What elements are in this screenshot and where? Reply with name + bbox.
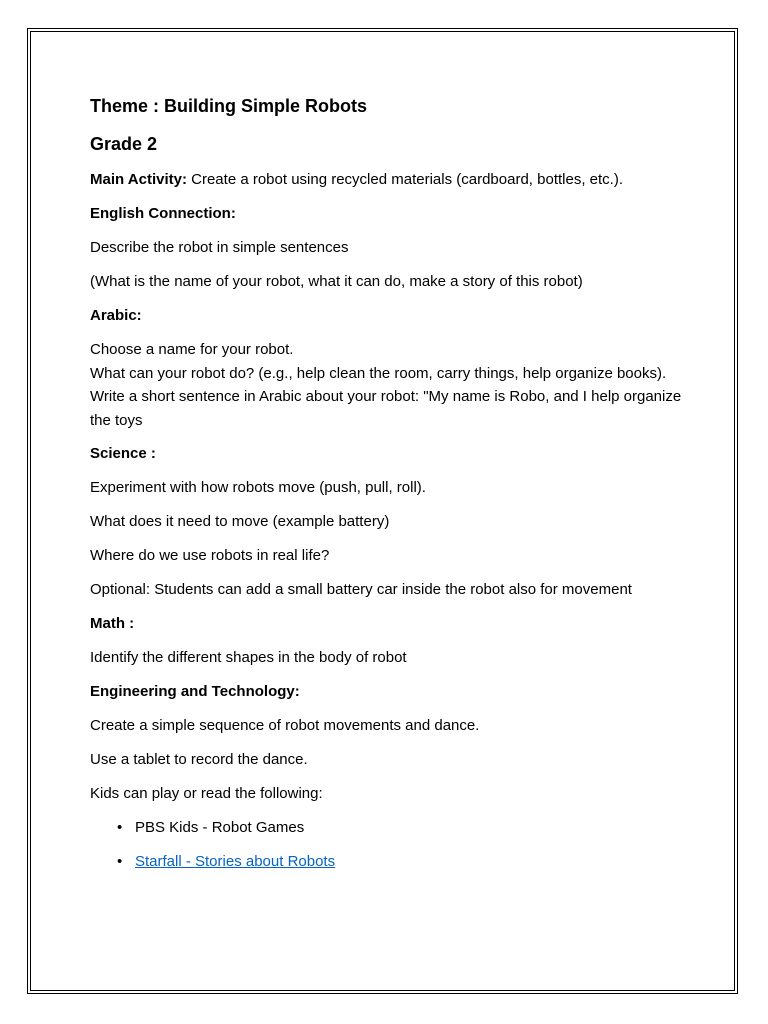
engineering-heading: Engineering and Technology:: [90, 683, 300, 700]
math-line-1: Identify the different shapes in the body of robot: [90, 649, 407, 666]
list-item: [117, 816, 700, 840]
arabic-line-1: Choose a name for your robot.: [90, 341, 294, 358]
starfall-link[interactable]: Starfall - Stories about Robots: [135, 853, 336, 870]
document-title: Theme : Building Simple Robots: [90, 96, 368, 116]
resource-list: [90, 816, 700, 874]
arabic-line-2: What can your robot do? (e.g., help clean the room, carry things, help organize books).: [90, 364, 667, 382]
document-body: [90, 94, 700, 884]
arabic-line-3: Write a short sentence in Arabic about your robot: "My name is Robo, and I help organize the toys: [90, 388, 682, 429]
engineering-line-1: Create a simple sequence of robot movements and dance.: [90, 717, 480, 734]
english-line-2: (What is the name of your robot, what it can do, make a story of this robot): [90, 273, 583, 290]
grade-heading: Grade 2: [90, 134, 158, 154]
main-activity-label: Main Activity:: [90, 171, 187, 188]
engineering-line-3: Kids can play or read the following:: [90, 785, 323, 802]
bullet-icon: •: [117, 819, 123, 836]
science-line-2: What does it need to move (example battery): [90, 513, 390, 530]
science-line-3: Where do we use robots in real life?: [90, 547, 330, 564]
resource-pbs-kids: PBS Kids - Robot Games: [135, 819, 305, 836]
english-heading: English Connection:: [90, 205, 236, 222]
main-activity-text: Create a robot using recycled materials (cardboard, bottles, etc.).: [186, 171, 624, 188]
math-heading: Math :: [90, 615, 135, 632]
science-line-1: Experiment with how robots move (push, pull, roll).: [90, 479, 426, 496]
english-line-1: Describe the robot in simple sentences: [90, 239, 349, 256]
list-item: [117, 850, 700, 874]
main-activity: [90, 168, 700, 192]
bullet-icon: •: [117, 853, 123, 870]
engineering-line-2: Use a tablet to record the dance.: [90, 751, 308, 768]
science-line-4: Optional: Students can add a small battery car inside the robot also for movement: [90, 581, 632, 598]
arabic-heading: Arabic:: [90, 307, 142, 324]
arabic-block: [90, 338, 700, 432]
science-heading: Science :: [90, 445, 156, 462]
